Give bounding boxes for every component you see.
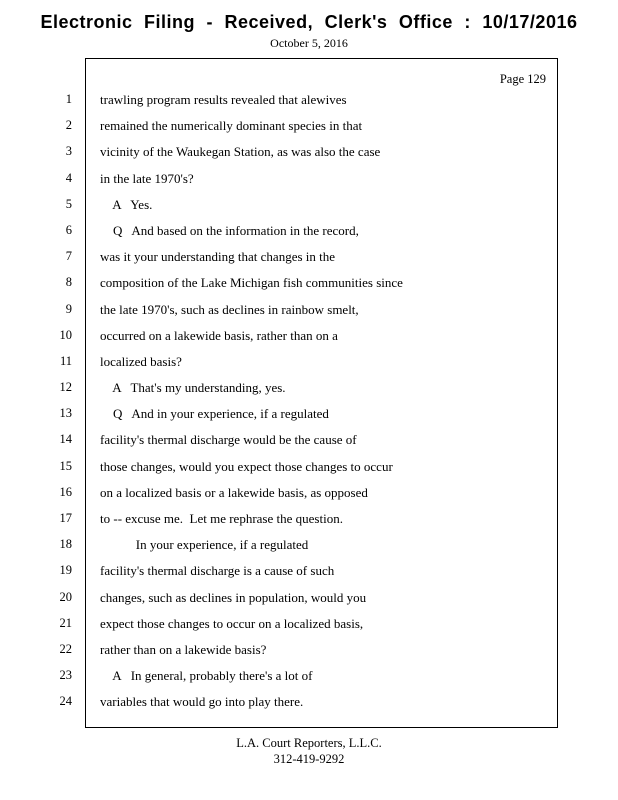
court-reporter-name: L.A. Court Reporters, L.L.C. [236, 736, 382, 750]
transcript-line [0, 590, 618, 616]
transcript-line [0, 642, 618, 668]
line-text: facility's thermal discharge is a cause of such [100, 563, 335, 579]
line-number: 18 [59, 537, 72, 552]
line-text: variables that would go into play there. [100, 694, 304, 710]
line-text: changes, such as declines in population, would you [100, 589, 367, 605]
line-text: expect those changes to occur on a localized basis, [100, 615, 364, 631]
line-text: rather than on a lakewide basis? [100, 641, 267, 657]
transcript-line [0, 616, 618, 642]
line-number: 8 [65, 275, 72, 290]
line-text: composition of the Lake Michigan fish communities since [100, 275, 403, 291]
transcript-lines [0, 92, 618, 721]
line-number: 3 [65, 144, 72, 159]
line-text: remained the numerically dominant species in that [100, 118, 363, 134]
line-number: 4 [65, 170, 72, 185]
line-text: occurred on a lakewide basis, rather than on a [100, 327, 338, 343]
hearing-date: October 5, 2016 [270, 36, 348, 50]
transcript-line [0, 668, 618, 694]
line-text: A That's my understanding, yes. [100, 380, 286, 396]
line-number: 16 [59, 484, 72, 499]
transcript-line [0, 406, 618, 432]
line-number: 6 [65, 222, 72, 237]
line-number: 19 [59, 563, 72, 578]
line-text: in the late 1970's? [100, 170, 194, 186]
line-text: In your experience, if a regulated [100, 537, 309, 553]
transcript-line [0, 511, 618, 537]
line-number: 10 [59, 327, 72, 342]
transcript-line [0, 537, 618, 563]
line-number: 23 [59, 668, 72, 683]
line-text: was it your understanding that changes in the [100, 249, 336, 265]
transcript-line [0, 171, 618, 197]
line-text: vicinity of the Waukegan Station, as was also the case [100, 144, 381, 160]
transcript-line [0, 275, 618, 301]
line-number: 21 [59, 615, 72, 630]
transcript-line [0, 118, 618, 144]
electronic-filing-banner: Electronic Filing - Received, Clerk's Office : 10/17/2016 [40, 12, 578, 32]
transcript-line [0, 92, 618, 118]
line-text: to -- excuse me. Let me rephrase the question. [100, 511, 343, 526]
transcript-line [0, 485, 618, 511]
line-text: A In general, probably there's a lot of [100, 668, 313, 684]
line-number: 14 [59, 432, 72, 447]
line-number: 12 [59, 380, 72, 395]
transcript-line [0, 563, 618, 589]
line-number: 9 [65, 301, 72, 316]
line-number: 17 [59, 511, 72, 525]
line-number: 15 [59, 458, 72, 473]
line-number: 20 [59, 589, 72, 604]
transcript-line [0, 328, 618, 354]
line-number: 1 [65, 92, 72, 106]
line-text: A Yes. [100, 196, 153, 212]
court-reporter-phone: 312-419-9292 [273, 752, 345, 766]
transcript-line [0, 694, 618, 720]
page-number-label: Page 129 [499, 72, 546, 86]
line-number: 5 [65, 196, 72, 211]
line-text: localized basis? [100, 353, 182, 369]
transcript-line [0, 197, 618, 223]
line-number: 22 [59, 641, 72, 656]
transcript-line [0, 354, 618, 380]
line-number: 13 [59, 406, 72, 421]
line-text: Q And in your experience, if a regulated [100, 406, 329, 422]
transcript-line [0, 380, 618, 406]
line-text: the late 1970's, such as declines in rainbow smelt, [100, 301, 359, 317]
line-text: on a localized basis or a lakewide basis, as opposed [100, 484, 368, 500]
transcript-line [0, 144, 618, 170]
line-text: facility's thermal discharge would be the cause of [100, 432, 357, 448]
line-text: those changes, would you expect those changes to occur [100, 458, 393, 474]
line-number: 2 [65, 118, 72, 133]
transcript-line [0, 249, 618, 275]
transcript-line [0, 459, 618, 485]
line-text: Q And based on the information in the record, [100, 222, 359, 238]
line-number: 7 [65, 249, 72, 264]
transcript-line [0, 302, 618, 328]
line-text: trawling program results revealed that alewives [100, 92, 347, 107]
line-number: 24 [59, 694, 72, 709]
transcript-line [0, 223, 618, 249]
line-number: 11 [59, 353, 72, 368]
transcript-line [0, 432, 618, 458]
